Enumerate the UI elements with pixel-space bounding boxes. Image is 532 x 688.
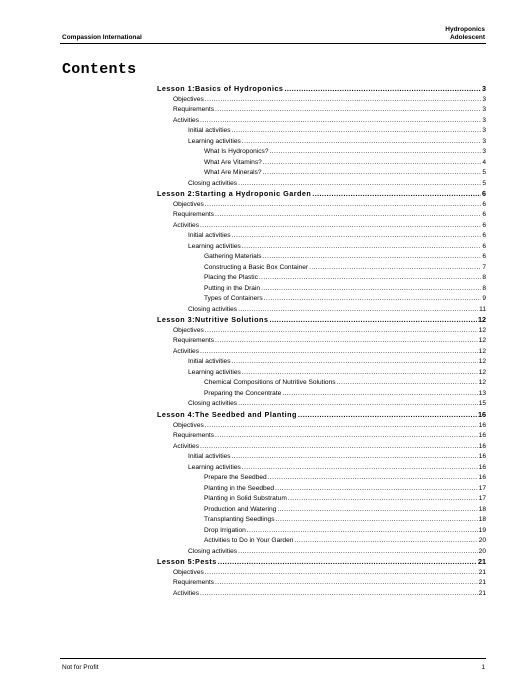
toc-entry-title: Production and Watering xyxy=(204,505,277,513)
toc-entry[interactable] xyxy=(157,494,486,505)
toc-page-number: 6 xyxy=(482,221,486,229)
toc-entry[interactable] xyxy=(157,473,486,484)
toc-entry[interactable] xyxy=(157,378,486,389)
toc-page-number: 20 xyxy=(478,547,486,555)
toc-dot-leader xyxy=(238,179,481,190)
toc-page-number: 3 xyxy=(482,84,486,93)
toc-entry[interactable] xyxy=(157,105,486,116)
toc-entry[interactable] xyxy=(157,263,486,274)
toc-entry-title: Requirements xyxy=(173,211,215,219)
toc-entry-title: Constructing a Basic Box Container xyxy=(204,263,309,271)
toc-page-number: 20 xyxy=(478,537,486,545)
toc-entry-title: Gathering Materials xyxy=(204,253,262,261)
toc-entry-title: Prepare the Seedbed xyxy=(204,474,267,482)
toc-dot-leader xyxy=(263,158,482,169)
toc-entry[interactable] xyxy=(157,389,486,400)
toc-dot-leader xyxy=(232,357,478,368)
footer-note: Not for Profit xyxy=(62,664,99,671)
toc-page-number: 15 xyxy=(478,400,486,408)
toc-dot-leader xyxy=(232,126,482,137)
toc-lesson-entry[interactable] xyxy=(157,189,486,200)
toc-page-number: 12 xyxy=(478,347,486,355)
toc-page-number: 8 xyxy=(482,284,486,292)
toc-entry-title: Drop Irrigation xyxy=(204,526,246,534)
toc-dot-leader xyxy=(263,252,482,263)
toc-page-number: 3 xyxy=(482,148,486,156)
toc-page-number: 3 xyxy=(482,95,486,103)
toc-entry[interactable] xyxy=(157,242,486,253)
toc-entry-title: Requirements xyxy=(173,432,215,440)
toc-entry-title: Initial activities xyxy=(188,232,231,240)
toc-page-number: 7 xyxy=(482,263,486,271)
toc-dot-leader xyxy=(205,326,478,337)
toc-page-number: 18 xyxy=(478,516,486,524)
toc-dot-leader xyxy=(294,536,477,547)
toc-page-number: 6 xyxy=(482,242,486,250)
toc-entry-title: Learning activities xyxy=(188,463,241,471)
toc-dot-leader xyxy=(337,378,478,389)
toc-page-number: 18 xyxy=(478,505,486,513)
toc-entry-title: Lesson 4:The Seedbed and Planting xyxy=(157,409,297,419)
toc-dot-leader xyxy=(264,294,482,305)
toc-dot-leader xyxy=(275,484,478,495)
toc-entry[interactable] xyxy=(157,326,486,337)
toc-entry-title: Transplanting Seedlings xyxy=(204,516,275,524)
toc-entry[interactable] xyxy=(157,421,486,432)
toc-entry[interactable] xyxy=(157,126,486,137)
toc-dot-leader xyxy=(261,284,481,295)
toc-dot-leader xyxy=(205,200,482,211)
toc-entry-title: Closing activities xyxy=(188,179,238,187)
toc-page-number: 4 xyxy=(482,158,486,166)
toc-page-number: 16 xyxy=(478,442,486,450)
toc-entry[interactable] xyxy=(157,294,486,305)
footer-divider xyxy=(60,658,486,659)
toc-entry[interactable] xyxy=(157,221,486,232)
toc-entry[interactable] xyxy=(157,357,486,368)
toc-entry-title: What Are Vitamins? xyxy=(204,158,262,166)
toc-dot-leader xyxy=(288,494,478,505)
toc-dot-leader xyxy=(215,105,481,116)
toc-dot-leader xyxy=(269,315,477,326)
toc-page-number: 3 xyxy=(482,137,486,145)
toc-dot-leader xyxy=(242,368,478,379)
toc-entry[interactable] xyxy=(157,578,486,589)
toc-page-number: 8 xyxy=(482,274,486,282)
toc-dot-leader xyxy=(200,589,478,600)
toc-entry[interactable] xyxy=(157,547,486,558)
toc-entry[interactable] xyxy=(157,158,486,169)
toc-entry[interactable] xyxy=(157,147,486,158)
toc-entry-title: Initial activities xyxy=(188,358,231,366)
page-title: Contents xyxy=(62,61,137,78)
toc-entry[interactable] xyxy=(157,484,486,495)
toc-entry-title: Activities to Do in Your Garden xyxy=(204,537,294,545)
toc-entry-title: Activities xyxy=(173,221,200,229)
toc-page-number: 16 xyxy=(478,463,486,471)
toc-page-number: 3 xyxy=(482,106,486,114)
toc-entry-title: Chemical Compositions of Nutritive Solutions xyxy=(204,379,336,387)
toc-entry-title: Activities xyxy=(173,347,200,355)
toc-dot-leader xyxy=(215,210,481,221)
toc-entry[interactable] xyxy=(157,347,486,358)
toc-dot-leader xyxy=(247,526,478,537)
toc-entry-title: Activities xyxy=(173,589,200,597)
toc-dot-leader xyxy=(200,221,481,232)
toc-entry-title: Lesson 3:Nutritive Solutions xyxy=(157,315,269,325)
toc-entry[interactable] xyxy=(157,200,486,211)
toc-entry[interactable] xyxy=(157,305,486,316)
toc-dot-leader xyxy=(259,273,481,284)
toc-entry-title: Closing activities xyxy=(188,400,238,408)
toc-dot-leader xyxy=(242,242,482,253)
toc-lesson-entry[interactable] xyxy=(157,410,486,421)
toc-entry[interactable] xyxy=(157,505,486,516)
toc-dot-leader xyxy=(270,147,482,158)
toc-page-number: 12 xyxy=(478,358,486,366)
toc-dot-leader xyxy=(200,347,478,358)
toc-entry-title: Lesson 1:Basics of Hydroponics xyxy=(157,84,284,93)
toc-dot-leader xyxy=(215,578,478,589)
toc-entry[interactable] xyxy=(157,137,486,148)
toc-dot-leader xyxy=(277,505,477,516)
toc-page-number: 21 xyxy=(478,589,486,597)
toc-entry[interactable] xyxy=(157,399,486,410)
header-divider xyxy=(60,43,486,44)
header-organization: Compassion International xyxy=(62,34,142,41)
toc-entry-title: Activities xyxy=(173,116,200,124)
toc-dot-leader xyxy=(205,95,482,106)
toc-entry-title: What Is Hydroponics? xyxy=(204,148,269,156)
toc-entry[interactable] xyxy=(157,273,486,284)
toc-entry[interactable] xyxy=(157,442,486,453)
toc-entry-title: Initial activities xyxy=(188,127,231,135)
toc-entry-title: Objectives xyxy=(173,200,204,208)
toc-dot-leader xyxy=(312,189,481,200)
toc-dot-leader xyxy=(218,557,477,568)
toc-page-number: 6 xyxy=(482,253,486,261)
header-audience: Adolescent xyxy=(449,34,485,41)
toc-entry-title: Planting in the Seedbed xyxy=(204,484,275,492)
toc-dot-leader xyxy=(263,168,482,179)
toc-entry[interactable] xyxy=(157,568,486,579)
toc-entry[interactable] xyxy=(157,589,486,600)
toc-page-number: 13 xyxy=(478,389,486,397)
toc-entry-title: Objectives xyxy=(173,421,204,429)
toc-dot-leader xyxy=(205,568,478,579)
toc-dot-leader xyxy=(200,116,481,127)
toc-page-number: 6 xyxy=(482,189,486,199)
toc-page-number: 9 xyxy=(482,295,486,303)
toc-page-number: 16 xyxy=(478,421,486,429)
toc-entry-title: Lesson 5:Pests xyxy=(157,557,217,567)
toc-entry-title: Closing activities xyxy=(188,547,238,555)
toc-page-number: 21 xyxy=(478,568,486,576)
toc-dot-leader xyxy=(200,442,478,453)
toc-dot-leader xyxy=(215,431,478,442)
toc-dot-leader xyxy=(276,515,478,526)
toc-entry-title: Objectives xyxy=(173,95,204,103)
toc-entry-title: Learning activities xyxy=(188,137,241,145)
toc-page-number: 16 xyxy=(478,453,486,461)
toc-entry[interactable] xyxy=(157,526,486,537)
toc-dot-leader xyxy=(238,399,478,410)
header-document-info xyxy=(445,26,485,42)
toc-entry-title: Types of Containers xyxy=(204,295,263,303)
toc-page-number: 17 xyxy=(478,495,486,503)
toc-page-number: 3 xyxy=(482,116,486,124)
toc-entry[interactable] xyxy=(157,210,486,221)
toc-dot-leader xyxy=(242,137,482,148)
toc-entry[interactable] xyxy=(157,431,486,442)
toc-page-number: 12 xyxy=(478,315,486,325)
toc-entry[interactable] xyxy=(157,252,486,263)
toc-entry-title: Lesson 2:Starting a Hydroponic Garden xyxy=(157,189,312,199)
toc-entry[interactable] xyxy=(157,515,486,526)
toc-entry-title: Objectives xyxy=(173,326,204,334)
toc-page-number: 6 xyxy=(482,211,486,219)
toc-page-number: 16 xyxy=(478,432,486,440)
toc-entry[interactable] xyxy=(157,463,486,474)
toc-dot-leader xyxy=(284,84,481,95)
toc-entry-title: Requirements xyxy=(173,579,215,587)
toc-page-number: 6 xyxy=(482,200,486,208)
toc-entry-title: What Are Minerals? xyxy=(204,169,262,177)
toc-entry-title: Learning activities xyxy=(188,242,241,250)
toc-page-number: 21 xyxy=(478,579,486,587)
toc-entry[interactable] xyxy=(157,95,486,106)
toc-entry-title: Putting in the Drain xyxy=(204,284,261,292)
toc-entry-title: Learning activities xyxy=(188,368,241,376)
toc-entry-title: Preparing the Concentrate xyxy=(204,389,282,397)
toc-entry-title: Closing activities xyxy=(188,305,238,313)
toc-dot-leader xyxy=(238,305,478,316)
toc-entry-title: Initial activities xyxy=(188,453,231,461)
toc-dot-leader xyxy=(232,452,478,463)
toc-entry-title: Planting in Solid Substratum xyxy=(204,495,287,503)
toc-entry-title: Requirements xyxy=(173,337,215,345)
toc-page-number: 12 xyxy=(478,337,486,345)
toc-entry-title: Activities xyxy=(173,442,200,450)
toc-page-number: 3 xyxy=(482,127,486,135)
toc-entry[interactable] xyxy=(157,231,486,242)
toc-page-number: 16 xyxy=(478,474,486,482)
toc-dot-leader xyxy=(232,231,482,242)
header-subject: Hydroponics xyxy=(445,26,485,33)
toc-dot-leader xyxy=(215,336,478,347)
toc-entry[interactable] xyxy=(157,368,486,379)
toc-page-number: 5 xyxy=(482,179,486,187)
toc-dot-leader xyxy=(309,263,481,274)
toc-page-number: 19 xyxy=(478,526,486,534)
toc-entry[interactable] xyxy=(157,452,486,463)
toc-page-number: 21 xyxy=(478,557,486,567)
toc-entry[interactable] xyxy=(157,284,486,295)
toc-page-number: 5 xyxy=(482,169,486,177)
toc-dot-leader xyxy=(242,463,478,474)
toc-lesson-entry[interactable] xyxy=(157,557,486,568)
toc-entry[interactable] xyxy=(157,168,486,179)
toc-dot-leader xyxy=(268,473,478,484)
toc-entry[interactable] xyxy=(157,336,486,347)
toc-page-number: 17 xyxy=(478,484,486,492)
toc-lesson-entry[interactable] xyxy=(157,84,486,95)
page-number: 1 xyxy=(481,664,485,671)
toc-page-number: 16 xyxy=(478,409,486,419)
toc-dot-leader xyxy=(205,421,478,432)
toc-dot-leader xyxy=(298,410,477,421)
toc-page-number: 12 xyxy=(478,326,486,334)
toc-entry[interactable] xyxy=(157,116,486,127)
toc-entry-title: Objectives xyxy=(173,568,204,576)
toc-dot-leader xyxy=(238,547,478,558)
toc-page-number: 12 xyxy=(478,368,486,376)
toc-entry[interactable] xyxy=(157,179,486,190)
toc-entry[interactable] xyxy=(157,536,486,547)
toc-lesson-entry[interactable] xyxy=(157,315,486,326)
toc-entry-title: Requirements xyxy=(173,106,215,114)
toc-page-number: 6 xyxy=(482,232,486,240)
toc-page-number: 12 xyxy=(478,379,486,387)
toc-page-number: 11 xyxy=(479,305,486,313)
toc-entry-title: Placing the Plastic xyxy=(204,274,258,282)
table-of-contents xyxy=(157,84,486,599)
toc-dot-leader xyxy=(282,389,477,400)
